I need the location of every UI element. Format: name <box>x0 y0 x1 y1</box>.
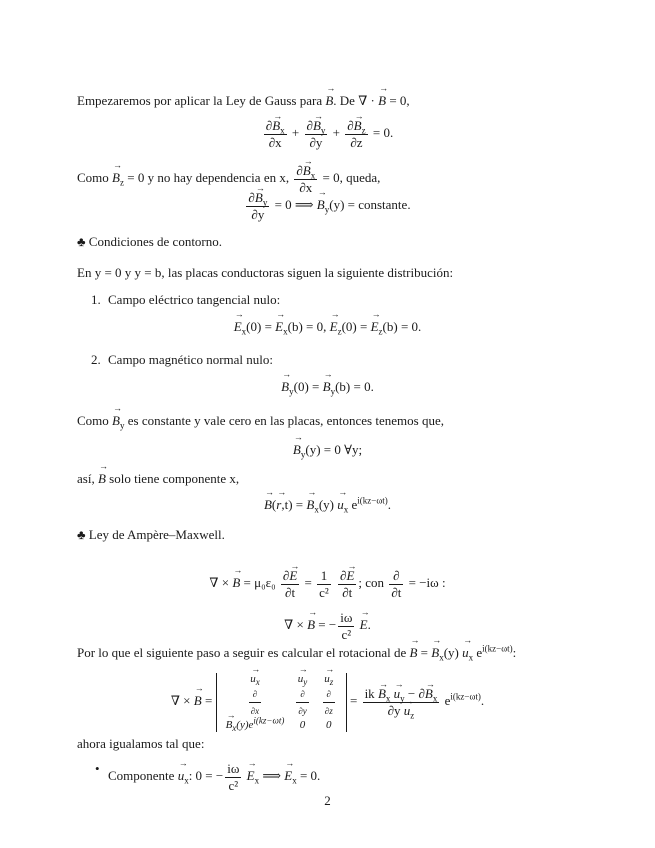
equation-by-zero <box>0 442 655 458</box>
equation-by-constant-render: $\frac{\partial\to B_y}{\partial y}$ = 0 ⟹ → $B_y(y)$ = constante. <box>244 197 410 212</box>
equation-b-normal-render: → $B_y(0)$ = → $B_y(b) = 0$. <box>281 379 374 394</box>
p2-text: Como → $B_z = 0$ y no hay dependencia en x, $\frac{\partial\to B_x}{\partial x}$ = 0, queda, <box>77 170 380 185</box>
p7-text: ahora igualamos tal que: <box>77 736 205 751</box>
heading-2-text: ♣ Ley de Ampère–Maxwell. <box>77 527 225 542</box>
equation-b-field <box>0 497 655 513</box>
paragraph-5 <box>77 471 239 487</box>
equation-curl-determinant-render: ∇ × → B = → $u_x$ → $u_y$ → $u_z$ $\frac{\partial}{\partial x}$ $\frac{\partial}{\partial y}$ $\frac{\partial}{\partial z}$ → $B_x(y)e^{i(kz-\omega t)}$ 0 0 = $\frac{ik \to B_x \to u_y - \partial\to B_x}{\partial y \to u_z}$ $e^{i(kz-\omega t)}$. <box>171 693 484 708</box>
heading-boundary-conditions <box>77 234 222 250</box>
equation-curl-b <box>0 610 655 643</box>
p5-text: así, → B solo tiene componente x, <box>77 471 239 486</box>
paragraph-6 <box>77 645 516 661</box>
equation-b-normal <box>0 379 655 395</box>
paragraph-7 <box>77 736 204 752</box>
equation-e-tangential-render: → $E_x(0)$ = → $E_x(b) = 0$, → $E_z(0)$ = → $E_z(b) = 0$. <box>234 319 422 334</box>
equation-curl-determinant <box>0 673 655 732</box>
equation-ampere <box>0 568 655 601</box>
heading-ampere-maxwell <box>77 527 225 543</box>
bullet-item-1 <box>108 761 320 794</box>
heading-1-text: ♣ Condiciones de contorno. <box>77 234 223 249</box>
equation-gauss <box>0 118 655 151</box>
equation-e-tangential <box>0 319 655 335</box>
bullet-item-1-text: Componente → $u_x$: 0 = − $\frac{i\omega}{\text{c²}}$ → $E_x$ ⟹ → $E_x = 0$. <box>108 768 320 783</box>
paragraph-4 <box>77 413 444 429</box>
paragraph-1 <box>77 93 410 109</box>
equation-by-constant <box>0 190 655 223</box>
list-item-2-label: Campo magnético normal nulo: <box>108 352 273 367</box>
p3-text: En y = 0 y y = b, las placas conductoras siguen la siguiente distribución: <box>77 265 454 280</box>
p4-text: Como → $B_y$ es constante y vale cero en las placas, entonces tenemos que, <box>77 413 444 428</box>
p1-text: Empezaremos por aplicar la Ley de Gauss para → B. De ∇ · → B = 0, <box>77 93 410 108</box>
equation-b-field-render: → B(→ r,t) = → $B_x(y) \to u_x$ $e^{i(kz-\omega t)}$. <box>264 497 391 512</box>
p6-text: Por lo que el siguiente paso a seguir es calcular el rotacional de → B = → $B_x(y) \to u_x$ $e^{i(kz-\omega t)}$: <box>77 645 516 660</box>
equation-ampere-render: ∇ × → B = μ₀ε₀ $\frac{\partial\to E}{\partial t}$ = $\frac{1}{\text{c²}}$ $\frac{\partial\to E}{\partial t}$ ; con $\frac{\partial}{\partial t}$ = −iω : <box>209 575 445 590</box>
page-number: 2 <box>324 793 331 808</box>
paragraph-3 <box>77 265 453 281</box>
list-item-2-number: 2. <box>91 352 101 367</box>
equation-by-zero-render: → $B_y(y) = 0$ ∀y; <box>293 442 362 457</box>
bullet-dot: • <box>95 761 100 776</box>
equation-gauss-render: $\frac{\partial\to B_x}{\partial x}$ + $\frac{\partial\to B_y}{\partial y}$ + $\frac{\partial\to B_z}{\partial z}$ = 0. <box>262 125 393 140</box>
list-item-1-label: Campo eléctrico tangencial nulo: <box>108 292 281 307</box>
list-item-1-number: 1. <box>91 292 101 307</box>
equation-curl-b-render: ∇ × → B = − $\frac{i\omega}{\text{c²}}$ → E. <box>284 617 371 632</box>
